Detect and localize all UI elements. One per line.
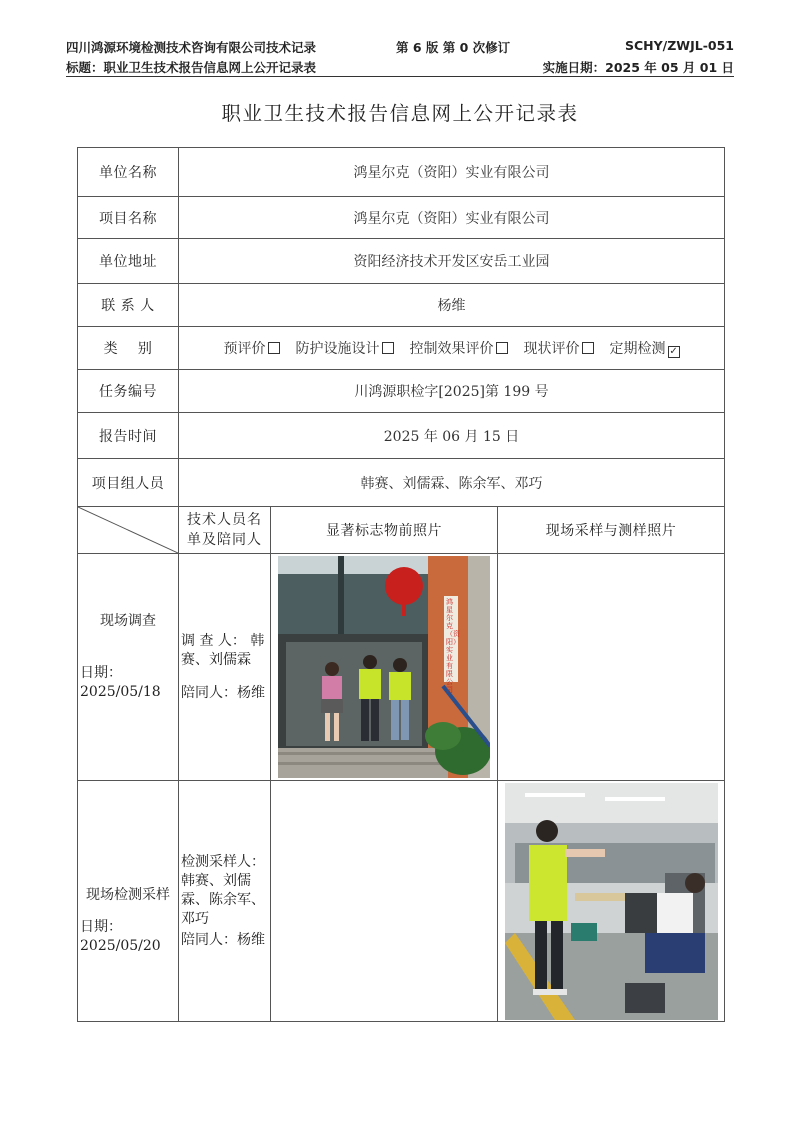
survey-date-label: 日期： [80, 665, 122, 681]
checkbox[interactable] [382, 342, 394, 354]
sampling-date-label: 日期： [80, 919, 122, 935]
row-team [78, 459, 725, 507]
category-option-label: 控制效果评价 [409, 341, 494, 357]
team-value: 韩赛、刘儒霖、陈余军、邓巧 [179, 459, 725, 507]
category-option[interactable] [524, 338, 594, 358]
category-label: 类 别 [78, 327, 179, 370]
task-no-label: 任务编号 [78, 370, 179, 413]
row-project-name [78, 197, 725, 239]
row-photo-header [78, 507, 725, 554]
category-options [179, 327, 725, 370]
survey-investigator: 调 查 人： 韩赛、刘儒霖 [181, 632, 265, 668]
row-category [78, 327, 725, 370]
address-label: 单位地址 [78, 239, 179, 284]
storefront-photo-illustration [278, 556, 490, 778]
survey-title: 现场调查 [100, 613, 156, 629]
sign-photo [278, 556, 490, 778]
contact-label: 联 系 人 [78, 284, 179, 327]
category-option[interactable] [610, 338, 680, 358]
effective-date: 实施日期：2025 年 05 月 01 日 [542, 60, 734, 75]
workshop-photo-illustration [505, 783, 718, 1020]
survey-staff-cell [179, 554, 271, 781]
contact-value: 杨维 [179, 284, 725, 327]
header-divider [66, 76, 734, 77]
diagonal-line [78, 507, 178, 553]
sampling-staff-cell [179, 781, 271, 1022]
team-label: 项目组人员 [78, 459, 179, 507]
category-option[interactable] [224, 338, 280, 358]
survey-date: 2025/05/18 [80, 684, 161, 700]
sign-photo-column-header: 显著标志物前照片 [271, 507, 498, 554]
survey-info-cell [78, 554, 179, 781]
doc-code: SCHY/ZWJL-051 [624, 38, 734, 53]
row-report-time [78, 413, 725, 459]
checkbox[interactable] [268, 342, 280, 354]
version-label: 第 6 版 第 0 次修订 [396, 40, 511, 55]
survey-companion: 陪同人：杨维 [181, 684, 265, 701]
checked-checkbox[interactable]: ✓ [669, 346, 678, 357]
storefront-sign-text: 鸿星尔克（资阳）实业有限公司 [446, 598, 460, 694]
site-photo-column-header: 现场采样与测样照片 [498, 507, 725, 554]
sampling-date: 2025/05/20 [80, 938, 161, 954]
row-address [78, 239, 725, 284]
sampling-companion: 陪同人：杨维 [181, 931, 265, 948]
row-unit-name [78, 148, 725, 197]
unit-name-value: 鸿星尔克（资阳）实业有限公司 [179, 148, 725, 197]
page-title: 职业卫生技术报告信息网上公开记录表 [221, 102, 579, 125]
checkbox[interactable] [582, 342, 594, 354]
record-form [77, 147, 725, 1022]
project-name-value: 鸿星尔克（资阳）实业有限公司 [179, 197, 725, 239]
category-option-label: 预评价 [223, 341, 266, 357]
category-option[interactable] [410, 338, 508, 358]
checkbox[interactable] [496, 342, 508, 354]
category-list [179, 338, 724, 358]
sampling-samplers: 检测采样人：韩赛、刘儒霖、陈余军、邓巧 [181, 853, 265, 927]
unit-name-label: 单位名称 [78, 148, 179, 197]
sampling-info-cell [78, 781, 179, 1022]
category-option[interactable] [296, 338, 394, 358]
company-record-label: 四川鸿源环境检测技术咨询有限公司技术记录 [66, 40, 317, 55]
header-title: 标题：职业卫生技术报告信息网上公开记录表 [66, 60, 317, 75]
site-photo-cell [498, 781, 725, 1022]
empty-site-photo-cell-1 [498, 554, 725, 781]
row-site-survey [78, 554, 725, 781]
empty-sign-photo-cell-2 [271, 781, 498, 1022]
row-task-no [78, 370, 725, 413]
row-site-sampling [78, 781, 725, 1022]
row-contact [78, 284, 725, 327]
category-option-label: 定期检测 [609, 341, 666, 357]
diagonal-header-cell [78, 507, 179, 554]
sampling-title: 现场检测采样 [86, 887, 170, 903]
address-value: 资阳经济技术开发区安岳工业园 [179, 239, 725, 284]
project-name-label: 项目名称 [78, 197, 179, 239]
category-option-label: 现状评价 [523, 341, 580, 357]
report-time-value: 2025 年 06 月 15 日 [179, 413, 725, 459]
task-no-value: 川鸿源职检字[2025]第 199 号 [179, 370, 725, 413]
staff-column-header: 技术人员名单及陪同人 [179, 507, 271, 554]
site-sampling-photo [505, 783, 718, 1020]
sign-photo-cell [271, 554, 498, 781]
report-time-label: 报告时间 [78, 413, 179, 459]
category-option-label: 防护设施设计 [295, 341, 380, 357]
